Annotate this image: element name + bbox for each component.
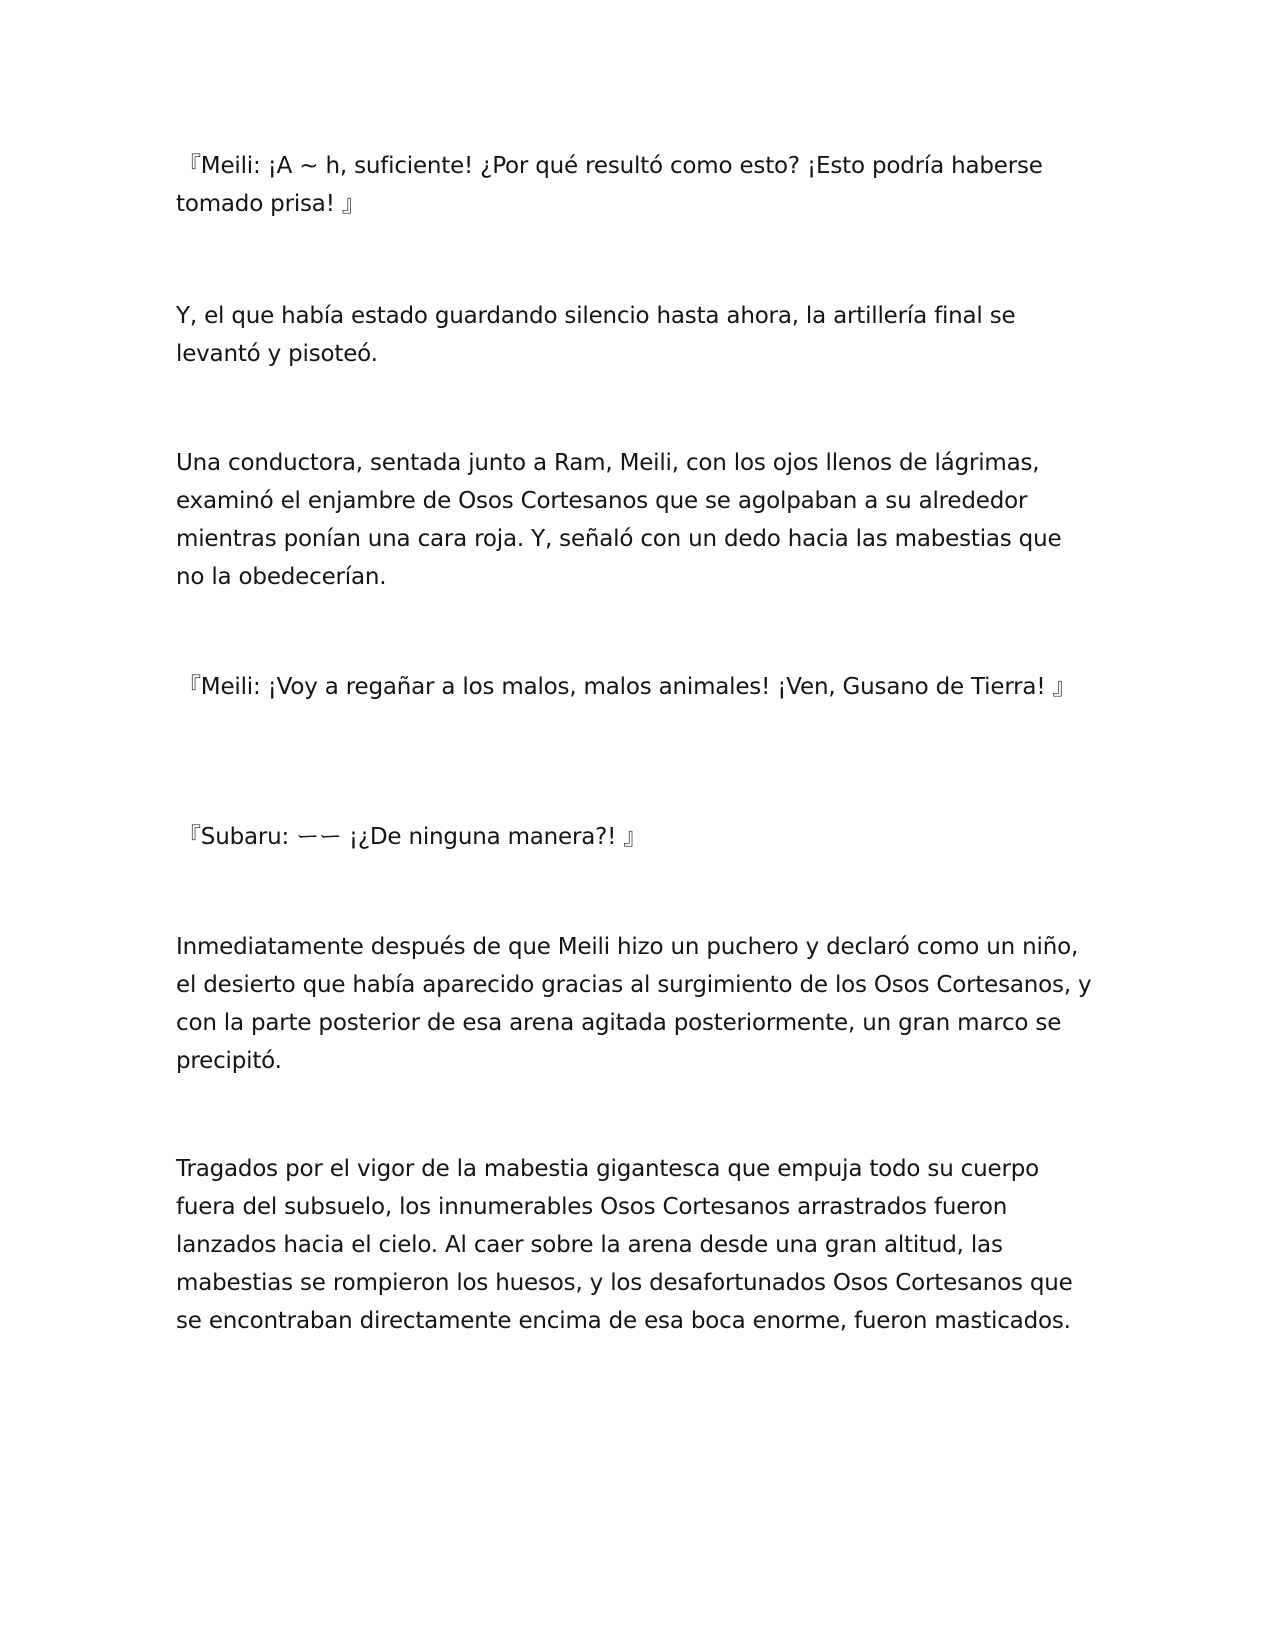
paragraph-narration-3: Inmediatamente después de que Meili hizo un puchero y declaró como un niño, el desierto que había aparecido gracias al surgimiento de los Osos Cortesanos, y con la parte posterior de esa arena agitada posteriormente, un gran marco se precipitó. <box>176 934 1092 1074</box>
paragraph-narration-1: Y, el que había estado guardando silencio hasta ahora, la artillería final se levantó y pisoteó. <box>176 303 1016 367</box>
paragraph-meili-dialog-2: 『Meili: ¡Voy a regañar a los malos, malos animales! ¡Ven, Gusano de Tierra! 』 <box>178 674 1076 700</box>
paragraph-narration-4: Tragados por el vigor de la mabestia gigantesca que empuja todo su cuerpo fuera del subsuelo, los innumerables Osos Cortesanos arrastrados fueron lanzados hacia el cielo. Al caer sobre la arena desde una gran altitud, las mabestias se rompieron los huesos, y los desafortunados Osos Cortesanos que se encontraban directamente encima de esa boca enorme, fueron masticados. <box>176 1156 1073 1334</box>
paragraph-meili-dialog-1: 『Meili: ¡A ~ h, suficiente! ¿Por qué resultó como esto? ¡Esto podría haberse tomado prisa! 』 <box>176 153 1043 217</box>
paragraph-narration-2: Una conductora, sentada junto a Ram, Meili, con los ojos llenos de lágrimas, examinó el enjambre de Osos Cortesanos que se agolpaban a su alrededor mientras ponían una cara roja. Y, señaló con un dedo hacia las mabestias que no la obedecerían. <box>176 450 1062 590</box>
paragraph-subaru-dialog: 『Subaru: ーー ¡¿De ninguna manera?! 』 <box>178 824 647 850</box>
